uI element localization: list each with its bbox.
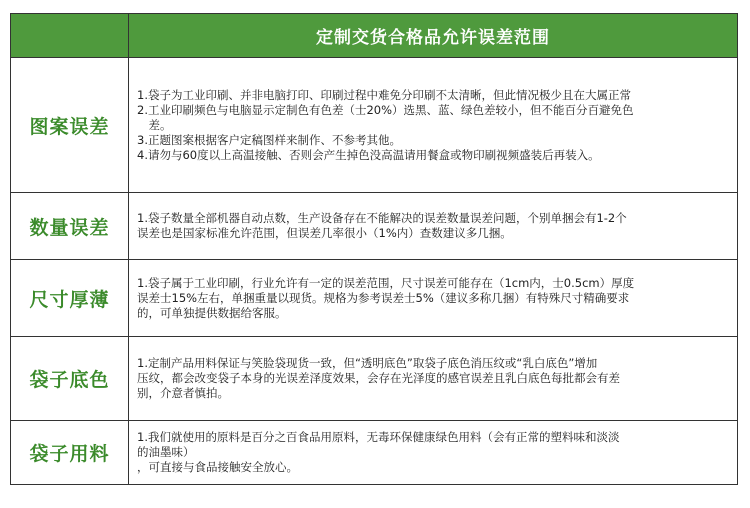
row-label: 数量误差: [29, 216, 110, 239]
row-text: [137, 88, 634, 163]
tolerance-table: [10, 13, 738, 485]
row-label: 袋子底色: [29, 369, 110, 391]
row-label-cell: [11, 421, 129, 484]
row-label-cell: [11, 193, 129, 259]
table-header: [11, 14, 737, 57]
row-text: [137, 276, 634, 321]
row-text: [137, 430, 619, 475]
row-line: 2.工业印刷频色与电脑显示定制色有色差（士20%）选黑、蓝、绿色差较小，但不能百分百避免色: [137, 102, 634, 117]
row-content-cell: [129, 260, 737, 336]
row-text: [137, 211, 627, 241]
row-content-cell: [129, 193, 737, 259]
row-label-cell: [11, 337, 129, 420]
row-label: 袋子用料: [29, 443, 110, 465]
table-row-pattern: [11, 57, 737, 192]
table-row-size: [11, 259, 737, 336]
row-line: 差。: [137, 117, 172, 132]
row-line: 的，可单独提供数据给客服。: [137, 305, 287, 320]
row-line: 1.我们就使用的原料是百分之百食品用原料，无毒环保健康绿色用料（会有正常的塑料味和淡淡: [137, 430, 620, 444]
table-row-base-color: [11, 336, 737, 420]
row-label-cell: [11, 260, 129, 336]
row-label: 图案误差: [29, 115, 110, 138]
row-line: 1.袋子数量全部机器自动点数，生产设备存在不能解决的误差数量误差问题，个别单捆会有1-2个: [137, 211, 627, 225]
row-content-cell: [129, 421, 737, 484]
row-line: 1.定制产品用料保证与笑脸袋现货一致，但“透明底色”取袋子底色消压纹或“乳白底色”增加: [137, 356, 598, 370]
row-line: ，可直接与食品接触安全放心。: [137, 460, 298, 474]
row-line: 压纹，都会改变袋子本身的光误差泽度效果，会存在光泽度的感官误差且乳白底色每批都会有差: [137, 371, 620, 385]
row-content-cell: [129, 337, 737, 420]
row-line: 误差士15%左右，单捆重量以现货。规格为参考误差士5%（建议多称几捆）有特殊尺寸精确要求: [137, 290, 630, 305]
header-title-cell: [129, 14, 737, 57]
header-blank-cell: [11, 14, 129, 57]
row-line: 误差也是国家标准允许范围，但误差几率很小（1%内）查数建议多几捆。: [137, 226, 512, 240]
table-title: 定制交货合格品允许误差范围: [316, 28, 550, 48]
row-label: 尺寸厚薄: [29, 288, 110, 311]
row-line: 别，介意者慎拍。: [137, 386, 229, 400]
row-line: 的油墨味）: [137, 445, 195, 459]
row-content-cell: [129, 58, 737, 192]
table-row-material: [11, 420, 737, 484]
row-label-cell: [11, 58, 129, 192]
row-line: 3.正题图案根据客户定稿图样来制作、不参考其他。: [137, 132, 401, 147]
row-text: [137, 356, 620, 401]
table-row-quantity: [11, 192, 737, 259]
row-line: 1.袋子属于工业印刷，行业允许有一定的误差范围，尺寸误差可能存在（1cm内，士0.5cm）厚度: [137, 275, 635, 290]
row-line: 4.请勿与60度以上高温接触、否则会产生掉色没高温请用餐盒或物印刷视频盛装后再装入。: [137, 147, 600, 162]
row-line: 1.袋子为工业印刷、并非电脑打印、印刷过程中难免分印刷不太清晰，但此情况极少且在大属正常: [137, 87, 631, 102]
